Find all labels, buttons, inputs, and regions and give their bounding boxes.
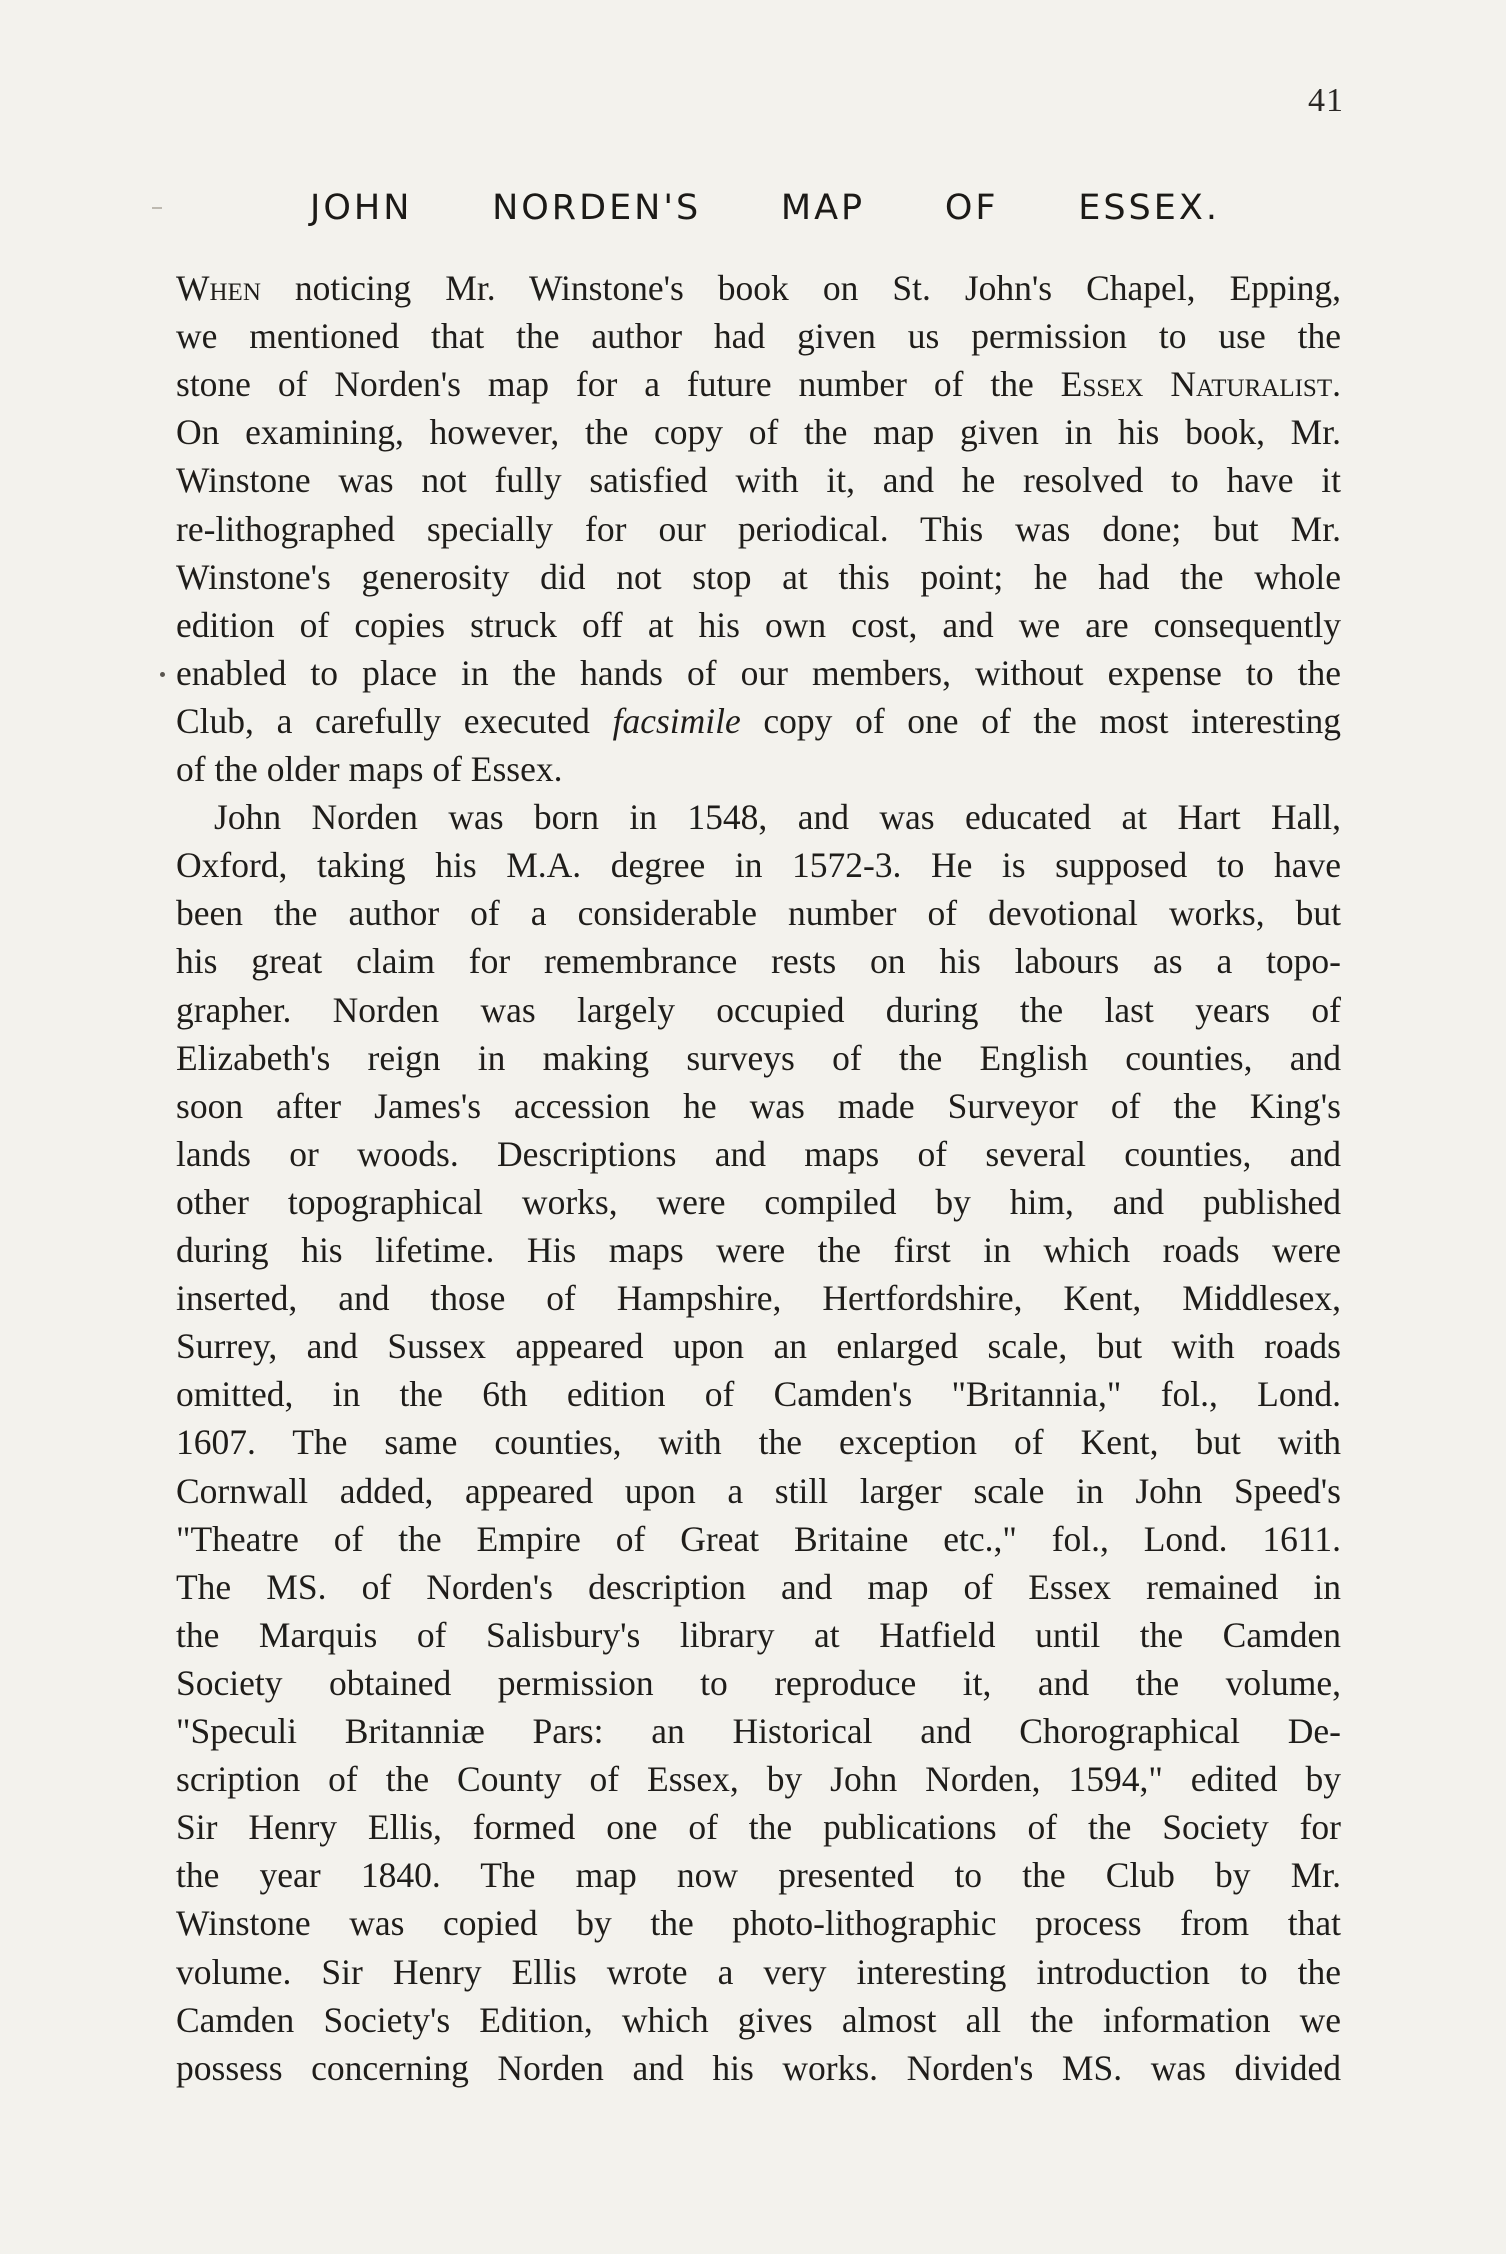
text-run: Surrey, and Sussex appeared upon an enlarged scale, but with roads (176, 1326, 1341, 1367)
text-line (176, 1948, 1341, 1996)
text-run: Winstone's generosity did not stop at this point; he had the whole (176, 556, 1341, 597)
text-line (176, 2044, 1341, 2092)
text-run: Winstone was copied by the photo-lithographic process from that (176, 1903, 1341, 1944)
text-line (176, 1611, 1341, 1659)
text-line (176, 1178, 1341, 1226)
text-line (176, 601, 1341, 649)
italic-text: facsimile (612, 700, 741, 741)
text-line (176, 649, 1341, 697)
text-run: lands or woods. Descriptions and maps of several counties, and (176, 1133, 1341, 1174)
small-caps-text: When (176, 268, 261, 308)
page-title (310, 188, 1220, 228)
text-line (176, 1082, 1341, 1130)
text-line (214, 793, 1341, 841)
text-run: enabled to place in the hands of our members, without expense to the (176, 652, 1341, 693)
title-word: MAP (780, 188, 866, 228)
text-line (176, 360, 1341, 408)
small-caps-text: Essex Naturalist. (1060, 364, 1341, 405)
text-line (176, 697, 1341, 745)
text-line (176, 841, 1341, 889)
text-run: grapher. Norden was largely occupied during the last years of (176, 989, 1341, 1030)
text-run: John Norden was born in 1548, and was educated at Hart Hall, (214, 797, 1341, 838)
title-word: OF (944, 188, 999, 228)
text-line (176, 1659, 1341, 1707)
text-run: inserted, and those of Hampshire, Hertfordshire, Kent, Middlesex, (176, 1278, 1341, 1319)
text-run: of the older maps of Essex. (176, 749, 563, 789)
text-line (176, 1274, 1341, 1322)
text-line (176, 1322, 1341, 1370)
text-run: the Marquis of Salisbury's library at Hatfield until the Camden (176, 1614, 1341, 1655)
text-run: The MS. of Norden's description and map of Essex remained in (176, 1566, 1341, 1607)
text-run: we mentioned that the author had given us permission to use the (176, 316, 1341, 357)
text-run: edition of copies struck off at his own cost, and we are consequently (176, 604, 1341, 645)
text-line (176, 1707, 1341, 1755)
text-run: 1607. The same counties, with the exception of Kent, but with (176, 1422, 1341, 1463)
text-line (176, 1563, 1341, 1611)
title-word: NORDEN'S (492, 188, 702, 228)
text-line (176, 312, 1341, 360)
text-line (176, 1851, 1341, 1899)
text-run: the year 1840. The map now presented to the Club by Mr. (176, 1855, 1341, 1896)
text-run: scription of the County of Essex, by John Norden, 1594," edited by (176, 1759, 1341, 1800)
text-line (176, 408, 1341, 456)
text-run: "Theatre of the Empire of Great Britaine etc.," fol., Lond. 1611. (176, 1518, 1341, 1559)
text-run: Camden Society's Edition, which gives almost all the information we (176, 1999, 1341, 2040)
text-run: been the author of a considerable number of devotional works, but (176, 893, 1341, 934)
title-word: ESSEX. (1078, 188, 1220, 228)
text-run: during his lifetime. His maps were the first in which roads were (176, 1230, 1341, 1270)
text-run: Society obtained permission to reproduce it, and the volume, (176, 1662, 1341, 1703)
text-run: Sir Henry Ellis, formed one of the publications of the Society for (176, 1807, 1341, 1848)
text-line (176, 1515, 1341, 1563)
text-run: his great claim for remembrance rests on his labours as a topo- (176, 941, 1341, 982)
text-line (176, 1803, 1341, 1851)
text-line (176, 986, 1341, 1034)
text-run: copy of one of the most interesting (740, 700, 1342, 741)
text-line (176, 745, 1341, 793)
margin-dot (160, 672, 165, 677)
text-run: soon after James's accession he was made Surveyor of the King's (176, 1085, 1341, 1126)
text-run: Elizabeth's reign in making surveys of the English counties, and (176, 1037, 1341, 1078)
text-line (176, 1996, 1341, 2044)
text-line (176, 1226, 1341, 1274)
text-run: possess concerning Norden and his works. Norden's MS. was divided (176, 2047, 1341, 2088)
text-line (176, 1418, 1341, 1466)
text-run: On examining, however, the copy of the map given in his book, Mr. (176, 412, 1341, 453)
text-run: other topographical works, were compiled by him, and published (176, 1181, 1341, 1222)
text-line (176, 1467, 1341, 1515)
text-line (176, 1755, 1341, 1803)
text-run: stone of Norden's map for a future number of the (176, 364, 1061, 405)
title-word: JOHN (310, 188, 413, 228)
text-line (176, 889, 1341, 937)
text-line (176, 1034, 1341, 1082)
page-number: 41 (1308, 82, 1344, 119)
text-line (176, 1130, 1341, 1178)
text-run: Cornwall added, appeared upon a still larger scale in John Speed's (176, 1470, 1341, 1511)
margin-mark (152, 207, 162, 209)
text-run: noticing Mr. Winstone's book on St. John's Chapel, Epping, (260, 268, 1341, 308)
text-line (176, 456, 1341, 504)
text-line (176, 1370, 1341, 1418)
text-run: Club, a carefully executed (176, 700, 613, 741)
text-line (176, 937, 1341, 985)
text-run: re-lithographed specially for our periodical. This was done; but Mr. (176, 508, 1341, 549)
text-line (176, 1899, 1341, 1947)
text-line (176, 505, 1341, 553)
text-run: "Speculi Britanniæ Pars: an Historical and Chorographical De- (176, 1711, 1341, 1751)
text-run: omitted, in the 6th edition of Camden's "Britannia," fol., Lond. (176, 1374, 1341, 1415)
text-run: volume. Sir Henry Ellis wrote a very interesting introduction to the (176, 1951, 1341, 1992)
text-run: Winstone was not fully satisfied with it, and he resolved to have it (176, 460, 1341, 501)
text-line (176, 264, 1341, 312)
text-run: Oxford, taking his M.A. degree in 1572-3. He is supposed to have (176, 845, 1341, 886)
text-line (176, 553, 1341, 601)
